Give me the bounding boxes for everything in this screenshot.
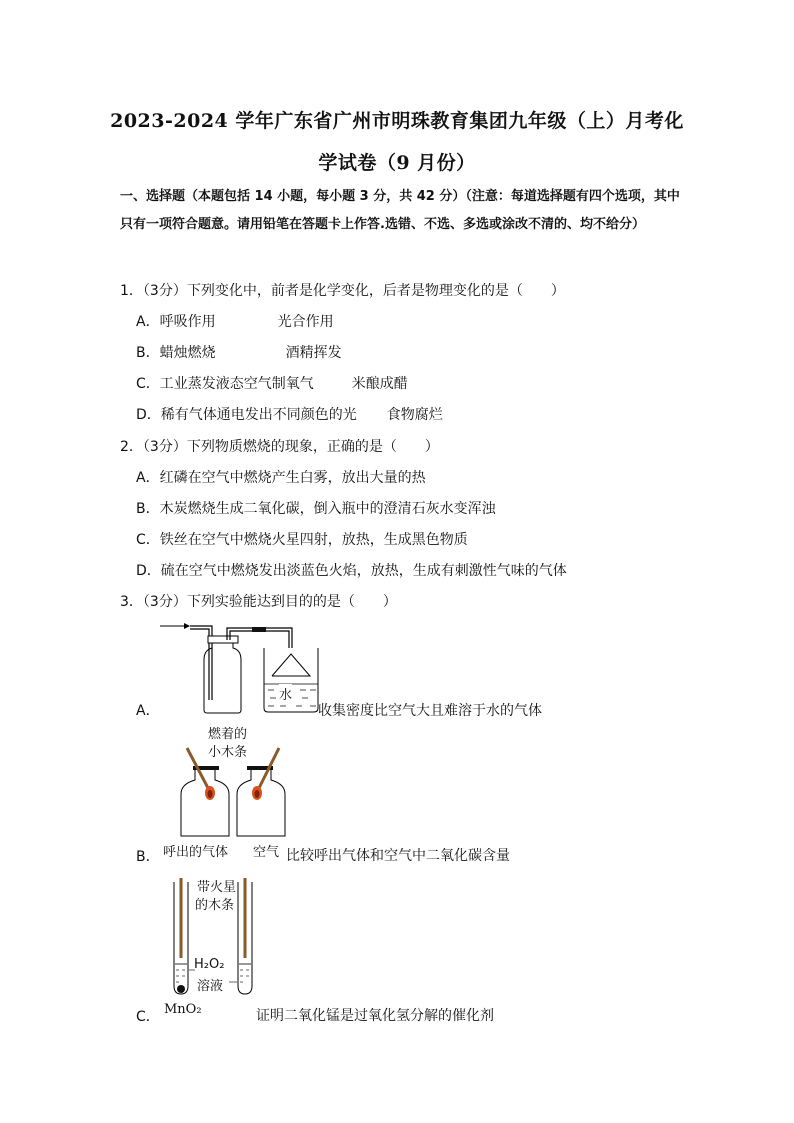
water-label: 水 (279, 684, 292, 703)
mno2-label: MnO₂ (164, 1002, 202, 1017)
air-label: 空气 (253, 845, 280, 860)
solution-label: 溶液 (197, 979, 224, 994)
q2-stem: 2．（3分）下列物质燃烧的现象，正确的是（ ） (120, 439, 439, 455)
q3-option-a-key: A． (136, 703, 160, 719)
q1-option-c-key: C．工业蒸发液态空气制氧气 (136, 376, 314, 392)
q3-option-c-caption: 证明二氧化锰是过氧化氢分解的催化剂 (256, 1008, 494, 1024)
q3-option-c-key: C． (136, 1009, 160, 1025)
q1-option-d-key: D．稀有气体通电发出不同颜色的光 (136, 407, 357, 423)
glowing-stick-label-2: 的木条 (195, 898, 235, 913)
q2-option-d: D．硫在空气中燃烧发出淡蓝色火焰，放热，生成有刺激性气味的气体 (136, 563, 567, 579)
q2-option-b: B．木炭燃烧生成二氧化碳，倒入瓶中的澄清石灰水变浑浊 (136, 501, 496, 517)
q1-option-b-val: 酒精挥发 (285, 345, 342, 361)
q2-option-a: A．红磷在空气中燃烧产生白雾，放出大量的热 (136, 470, 426, 486)
q1-option-c-val: 米酿成醋 (351, 376, 408, 392)
exam-title-line-2: 学试卷（9 月份） (318, 152, 476, 174)
section-instructions: 一、选择题（本题包括 14 小题，每小题 3 分，共 42 分）（注意：每道选择题有四个选项，其中只有一项符合题意。请用铅笔在答题卡上作答.选错、不选、多选或涂改不清的、均不给分） (120, 189, 680, 232)
q2-option-c: C．铁丝在空气中燃烧火星四射，放热，生成黑色物质 (136, 532, 468, 548)
q1-option-d (136, 404, 443, 424)
q3-option-b-key: B． (136, 849, 160, 865)
breath-vs-air-bottles-diagram (175, 758, 290, 838)
q3-stem: 3．（3分）下列实验能达到目的的是（ ） (120, 594, 397, 610)
q1-option-b-key: B．蜡烛燃烧 (136, 345, 216, 361)
exhaled-gas-label: 呼出的气体 (163, 845, 229, 860)
gas-collection-apparatus-diagram (160, 618, 330, 718)
q3-option-b-caption: 比较呼出气体和空气中二氧化碳含量 (286, 848, 510, 864)
exam-title-line-1: 2023-2024 学年广东省广州市明珠教育集团九年级（上）月考化 (110, 110, 684, 132)
q1-stem: 1．（3分）下列变化中，前者是化学变化，后者是物理变化的是（ ） (120, 283, 565, 299)
burning-stick-label-2: 小木条 (208, 745, 248, 760)
burning-stick-label-1: 燃着的 (208, 727, 248, 742)
q1-option-a-key: A．呼吸作用 (136, 314, 216, 330)
q1-option-d-val: 食物腐烂 (386, 407, 443, 423)
h2o2-label: H₂O₂ (194, 957, 225, 972)
glowing-stick-label-1: 带火星 (197, 880, 237, 895)
q1-option-b (136, 342, 342, 362)
q3-option-a-caption: 收集密度比空气大且难溶于水的气体 (318, 703, 542, 719)
q1-option-c (136, 373, 408, 393)
q1-option-a-val: 光合作用 (277, 314, 334, 330)
q1-option-a (136, 311, 334, 331)
